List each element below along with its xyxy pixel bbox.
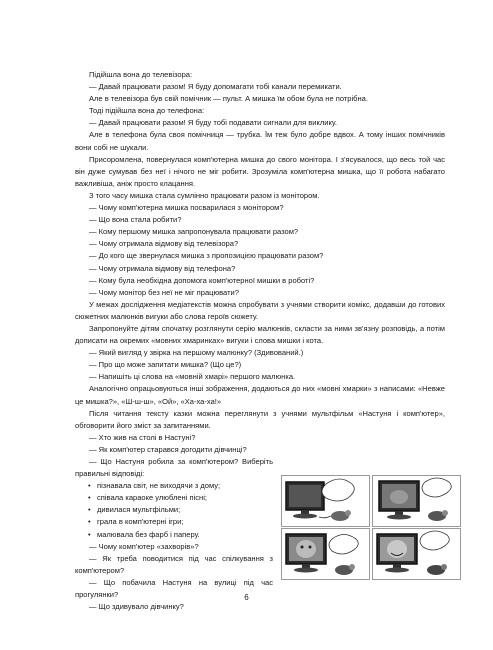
paragraph: З того часу мишка стала сумлінно працювати разом із монітором. [89, 190, 320, 200]
paragraph: Тоді підійшла вона до телефона: [89, 106, 205, 116]
paragraph: — Хто жив на столі в Настуні? [89, 432, 196, 442]
paragraph: — Чому комп'ютерна мишка посварилася з монітором? [89, 203, 284, 213]
bullet-item: • малювала без фарб і паперу. [75, 529, 445, 541]
comic-panel-1 [281, 475, 370, 527]
paragraph: — Чому отримала відмову від телевізора? [89, 239, 239, 249]
paragraph: — Чому отримала відмову від телефона? [89, 263, 236, 273]
paragraph: — Як комп'ютер старався догодити дівчинці? [89, 444, 247, 454]
bullet-item: • пізнавала світ, не виходячи з дому; [75, 480, 445, 492]
paragraph: Але в телефона була своя помічниця — трубка. Їм теж було добре вдвох. А томy інших помічників вони собі не шукали. [75, 130, 445, 152]
paragraph: У межах дослідження медіатекстів можна спробувати з учнями створити комікс, додавши до готових сюжетних малюнків вигуки або слова героїв сюжету. [75, 299, 445, 321]
paragraph: Присоромлена, повернулася комп'ютерна мишка до свого монітора. І з'ясувалося, що весь той час він дуже сумував без неї і нічого не міг робити. Зрозуміла комп'ютерна мишка, що її робота набагато важливіша, аніж просто клацання. [75, 154, 445, 188]
page-number: 6 [244, 593, 249, 602]
comic-panel-2 [372, 475, 461, 527]
paragraph: Після читання тексту казки можна переглянути з учнями мультфільм «Настуня і комп'ютер», обговорити його зміст за запитаннями. [75, 408, 445, 430]
comic-panel-4 [372, 528, 461, 580]
comic-panel-3 [281, 528, 370, 580]
paragraph: — Чому комп'ютер «захворів»? [89, 541, 199, 551]
paragraph: — Кому першому мишка запропонувала працювати разом? [89, 227, 299, 237]
bullet-item: • співала караоке улюблені пісні; [75, 492, 445, 504]
paragraph: — До кого ще звернулася мишка з пропозицією працювати разом? [89, 251, 324, 261]
paragraph: — Давай працювати разом! Я буду допомагати тобі канали перемикати. [89, 82, 342, 92]
bullet-item: • дивилася мультфільми; [75, 504, 445, 516]
paragraph: — Чому монітор без неї не міг працювати? [89, 287, 239, 297]
paragraph: Підійшла вона до телевізора: [89, 70, 193, 79]
paragraph: Але в телевізора був свій помічник — пульт. А мишка їм обом була не потрібна. [89, 94, 368, 104]
paragraph: — Що Настуня робила за комп'ютером? Виберіть правильні відповіді: [75, 457, 273, 479]
paragraph: — Напишіть ці слова на «мовній хмарі» першого малюнка. [89, 372, 296, 382]
bullet-item: • грала в комп'ютерні ігри; [75, 516, 445, 528]
paragraph: Аналогічно опрацьовуються інші зображення, додаються до них «мовні хмарки» з написами: «Невже це мишка?», «Ш-ш-ш», «Ой», «Ха-ха-ха!» [75, 384, 445, 406]
paragraph: — Що здивувало дівчинку? [89, 602, 184, 612]
paragraph: — Що побачила Настуня на вулиці під час прогулянки? [75, 577, 273, 600]
paragraph: Запропонуйте дітям спочатку розглянути серію малюнків, скласти за ними зв'язну розповідь, а потім дописати на окремих «мовних хмаринках» вигуки і слова мишки і кота. [75, 323, 445, 346]
comic-strip-illustration [281, 475, 460, 578]
paragraph: — Кому була необхідна допомога комп'ютерної мишки в роботі? [89, 275, 315, 285]
paragraph: — Давай працювати разом! Я буду тобі подавати сигнали для виклику. [89, 118, 337, 128]
paragraph: — Який вигляд у звірка на першому малюнку? (Здивований.) [89, 348, 304, 358]
paragraph: — Як треба поводитися під час спілкування з комп'ютером? [75, 553, 273, 575]
paragraph: — Що вона стала робити? [89, 215, 182, 225]
paragraph: — Про що може запитати мишка? (Що це?) [89, 360, 242, 370]
